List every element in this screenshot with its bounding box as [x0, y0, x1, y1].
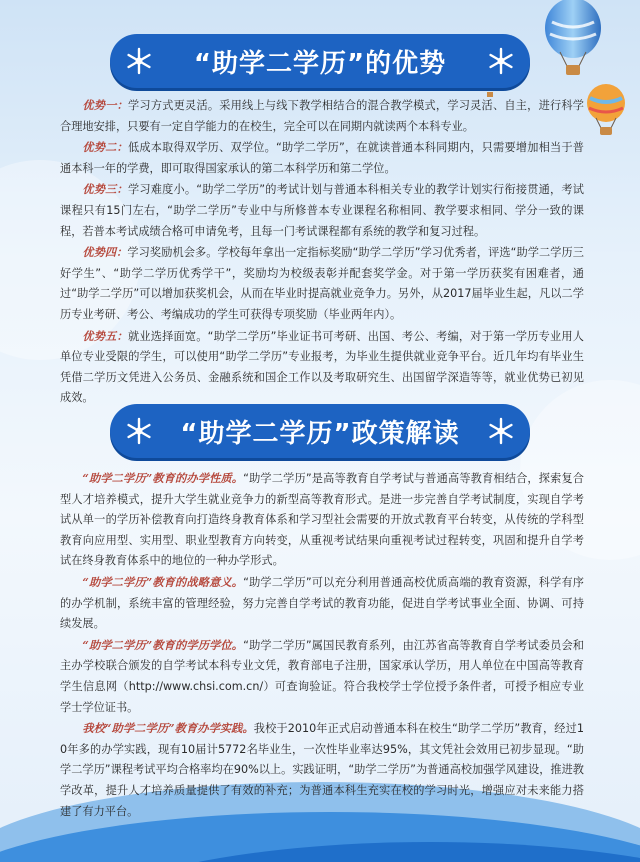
- advantage-text: 学习方式更灵活。采用线上与线下教学相结合的混合教学模式，学习灵活、自主，进行科学合理地安排，只要有一定自学能力的在校生，完全可以在同期内就读两个本科专业。: [60, 99, 584, 133]
- snowflake-icon: [486, 46, 516, 76]
- advantage-text: 学习难度小。“助学二学历”的考试计划与普通本科相关专业的教学计划实行衔接贯通，考试课程只有15门左右，“助学二学历”专业中与所修普本专业课程名称相同、教学要求相同、学分一致的课程，若普本考试成绩合格可申请免考，且每一门考试课程都有系统的教学和复习过程。: [60, 183, 584, 238]
- policy-text: “助学二学历”是高等教育自学考试与普通高等教育相结合，探索复合型人才培养模式，提升大学生就业竞争力的新型高等教育形式。是进一步完善自学考试制度，实现自学考试从单一的学历补偿教育向打造终身教育体系和学习型社会需要的开放式教育平台转变，从传统的学科型教育向应用型、实用型、职业型教育方向转变，从重视考试结果向重视考试过程转变，巩固和提升自学考试在终身教育体系中的地位的一种办学形式。: [60, 472, 584, 568]
- advantage-label: 优势二：: [82, 140, 128, 155]
- advantage-paragraph: [60, 137, 584, 179]
- advantage-label: 优势四：: [82, 245, 128, 260]
- advantage-paragraph: [60, 179, 584, 242]
- hot-air-balloon-icon: [542, 0, 604, 80]
- policy-label: 我校“助学二学历”教育办学实践。: [82, 721, 254, 736]
- advantage-text: 就业选择面宽。“助学二学历”毕业证书可考研、出国、考公、考编，对于第一学历专业用人单位专业受限的学生，可以使用“助学二学历”专业报考，为毕业生提供就业竞争平台。近几年均有毕业生凭借二学历文凭进入公务员、金融系统和国企工作以及考取研究生、出国留学深造等等，就业优势已初见成效。: [60, 329, 584, 405]
- snowflake-icon: [486, 416, 516, 446]
- policy-label: “助学二学历”教育的办学性质。: [82, 471, 244, 485]
- section2-banner: [110, 404, 530, 458]
- policy-text: 我校于2010年正式启动普通本科在校生“助学二学历”教育，经过10年多的办学实践，现有10届计5772名毕业生，一次性毕业率达95%，其文凭社会效用已初步显现。“助学二学历”课程考试平均合格率均在90%以上。实践证明，“助学二学历”为普通高校加强学风建设，推进教学改革，提升人才培养质量提供了有效的补充；为普通本科生充实在校的学习时光，增强应对未来能力搭建了有力平台。: [60, 722, 584, 818]
- section2-title: “助学二学历”政策解读: [180, 418, 460, 449]
- advantage-paragraph: [60, 95, 584, 137]
- policy-label: “助学二学历”教育的学历学位。: [82, 637, 244, 652]
- advantage-paragraph: [60, 326, 584, 409]
- policy-text: “助学二学历”属国民教育系列，由江苏省高等教育自学考试委员会和主办学校联合颁发的自学考试本科专业文凭，教育部电子注册，国家承认学历，用人单位在中国高等教育学生信息网（http://www.chsi.com.cn/）可查询验证。符合我校学士学位授予条件者，可授予相应专业学士学位证书。: [60, 638, 584, 714]
- policy-text: “助学二学历”可以充分利用普通高校优质高端的教育资源，科学有序的办学机制，系统丰富的管理经验，努力完善自学考试的教育功能，促进自学考试事业全面、协调、可持续发展。: [60, 575, 584, 631]
- advantage-label: 优势三：: [82, 182, 128, 197]
- snowflake-icon: [124, 46, 154, 76]
- advantage-paragraph: [60, 242, 584, 325]
- section1-content: [60, 95, 584, 409]
- section2-content: [60, 468, 584, 822]
- policy-paragraph: [60, 718, 584, 822]
- policy-paragraph: [60, 468, 584, 572]
- advantage-label: 优势五：: [82, 328, 128, 343]
- advantage-label: 优势一：: [82, 98, 129, 112]
- snowflake-icon: [124, 416, 154, 446]
- policy-paragraph: [60, 635, 584, 718]
- advantage-text: 学习奖励机会多。学校每年拿出一定指标奖励“助学二学历”学习优秀者，评选“助学二学历三好学生”、“助学二学历优秀学干”，奖励均为校级表彰并配套奖学金。对于第一学历获奖有困难者，通过“助学二学历”可以增加获奖机会，从而在毕业时提高就业竞争力。另外，从2017届毕业生起，凡以二学历专业考研、考公、考编成功的学生可获得专项奖励（毕业两年内）。: [60, 246, 584, 321]
- policy-paragraph: [60, 572, 584, 635]
- advantage-text: 低成本取得双学历、双学位。“助学二学历”，在就读普通本科同期内，只需要增加相当于普通本科一年的学费，即可取得国家承认的第二本科学历和第二学位。: [60, 141, 584, 175]
- section1-banner: [110, 34, 530, 88]
- section1-title: “助学二学历”的优势: [193, 48, 447, 79]
- hot-air-balloon-icon: [584, 84, 628, 138]
- policy-label: “助学二学历”教育的战略意义。: [82, 574, 244, 589]
